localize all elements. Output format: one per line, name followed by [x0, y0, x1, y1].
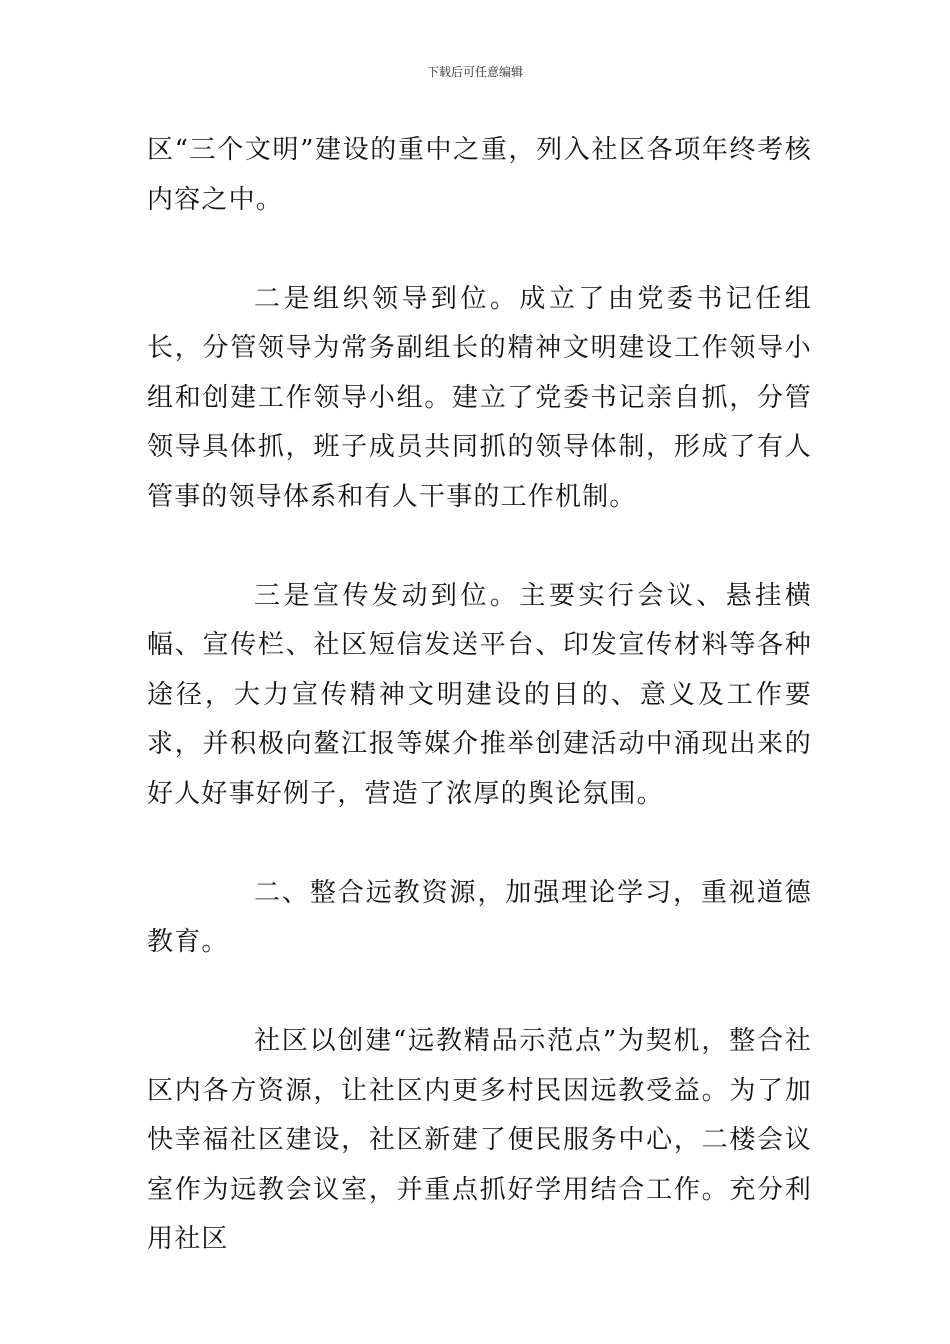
document-body: [147, 126, 812, 1265]
paragraph-5: 社区以创建“远教精品示范点”为契机，整合社区内各方资源，让社区内更多村民因远教受益。为了加快幸福社区建设，社区新建了便民服务中心，二楼会议室作为远教会议室，并重点抓好学用结合工作。充分利用社区: [147, 1026, 812, 1254]
page-header: 下载后可任意编辑: [426, 65, 523, 79]
paragraph-1: 区“三个文明”建设的重中之重，列入社区各项年终考核内容之中。: [147, 135, 812, 215]
section-heading-2: 二、整合远教资源，加强理论学习，重视道德教育。: [147, 877, 812, 957]
paragraph-3: 三是宣传发动到位。主要实行会议、悬挂横幅、宣传栏、社区短信发送平台、印发宣传材料等各种途径，大力宣传精神文明建设的目的、意义及工作要求，并积极向鳌江报等媒介推举创建活动中涌现出来的好人好事好例子，营造了浓厚的舆论氛围。: [147, 580, 812, 809]
paragraph-2: 二是组织领导到位。成立了由党委书记任组长，分管领导为常务副组长的精神文明建设工作领导小组和创建工作领导小组。建立了党委书记亲自抓，分管领导具体抓，班子成员共同抓的领导体制，形成了有人管事的领导体系和有人干事的工作机制。: [147, 283, 812, 512]
